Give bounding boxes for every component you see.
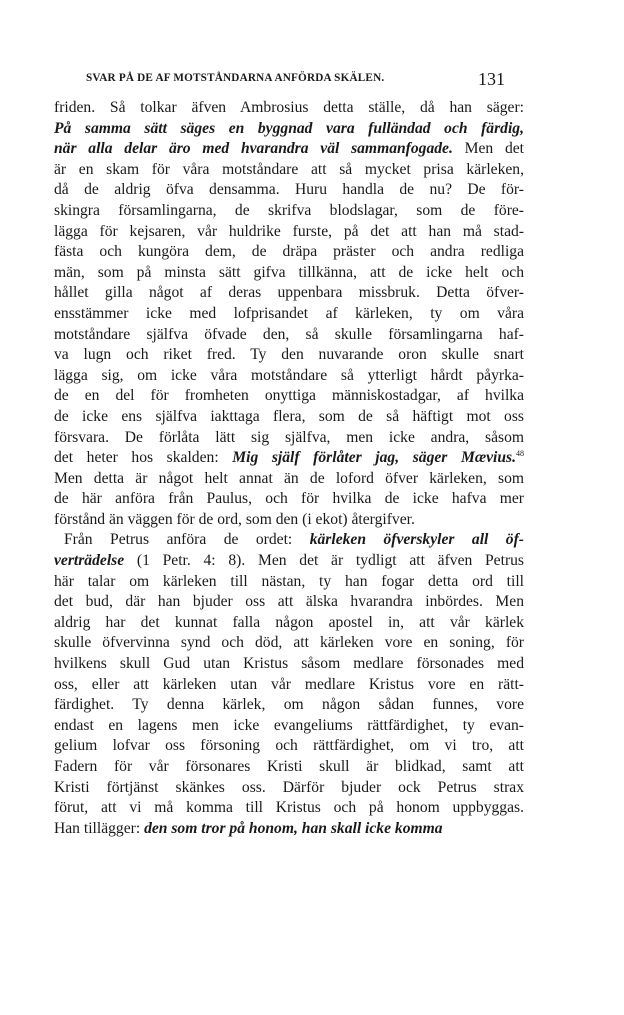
text-segment: Fadern för vår försonares Kristi skull är blidkad, samt att	[54, 758, 524, 775]
text-segment: de här anföra från Paulus, och för hvilka de icke hafva mer	[54, 490, 524, 508]
text-line	[54, 675, 524, 696]
text-segment: gelium lofvar oss försoning och rättfärdighet, om vi tro, att	[54, 737, 524, 755]
text-line	[54, 304, 524, 325]
text-line	[54, 819, 524, 840]
text-line	[54, 366, 524, 387]
text-line	[54, 160, 524, 181]
text-segment: försvara. De förlåta lätt sig själfva, men icke andra, såsom	[54, 428, 524, 446]
text-line	[54, 489, 524, 510]
text-segment: de icke ens själfva iakttaga flera, som de så häftigt mot oss	[54, 407, 524, 425]
text-line	[54, 798, 524, 819]
text-segment: skulle öfvervinna synd och död, att kärleken vore en soning, för	[54, 634, 524, 652]
text-line	[54, 695, 524, 716]
text-line	[54, 98, 524, 119]
text-segment: här talar om kärleken till nästan, ty han fogar detta ord till	[54, 572, 524, 590]
text-line	[54, 778, 524, 799]
text-segment: oss, eller att kärleken utan vår medlare Kristus vore en rätt-	[54, 675, 524, 693]
emphasized-text: verträdelse	[54, 552, 125, 570]
text-segment: de en del för fromheten onyttiga människostadgar, af hvilka	[54, 387, 524, 405]
emphasized-text: när alla delar äro med hvarandra väl sammanfogade.	[54, 140, 453, 158]
page-number: 131	[478, 69, 505, 89]
text-segment: va lugn och riket fred. Ty den nuvarande oron skulle snart	[54, 346, 524, 364]
text-segment: då de aldrig öfva densamma. Huru handla de nu? De för-	[54, 181, 524, 199]
text-line	[54, 736, 524, 757]
text-line	[54, 139, 524, 160]
text-segment: Från Petrus anföra de ordet:	[64, 531, 310, 549]
text-line	[54, 654, 524, 675]
text-segment: motståndare själfva öfvade den, så skulle församlingarna haf-	[54, 325, 524, 343]
text-line	[54, 283, 524, 304]
text-line	[54, 325, 524, 346]
emphasized-text: den som tror på honom, han skall icke komma	[144, 819, 443, 837]
text-line	[54, 448, 524, 469]
text-line	[54, 469, 524, 490]
emphasized-text: Mig själf förlåter jag, säger Mævius.	[232, 449, 516, 467]
text-segment: Men det	[452, 140, 524, 158]
text-line	[54, 263, 524, 284]
text-line	[54, 407, 524, 428]
text-segment: fästa och kungöra dem, de dräpa präster och andra redliga	[54, 243, 524, 261]
text-line	[54, 572, 524, 593]
text-segment: endast en lagens men icke evangeliums rättfärdighet, ty evan-	[54, 716, 524, 734]
text-segment: män, som på minsta sätt gifva tillkänna, att de icke helt och	[54, 263, 524, 281]
text-line	[54, 180, 524, 201]
text-segment: friden. Så tolkar äfven Ambrosius detta ställe, då han säger:	[54, 99, 524, 116]
text-line	[54, 119, 524, 140]
text-segment: Kristi förtjänst skänkes oss. Därför bjuder ock Petrus strax	[54, 778, 524, 796]
text-segment: ensstämmer icke med lofprisandet af kärleken, ty om våra	[54, 304, 524, 322]
text-segment: förut, att vi må komma till Kristus och på honom uppbyggas.	[54, 799, 524, 817]
text-line	[54, 222, 524, 243]
text-line	[54, 201, 524, 222]
text-segment: förstånd än väggen för de ord, som den (i ekot) återgifver.	[54, 510, 415, 528]
text-line	[54, 242, 524, 263]
footnote-marker: 48	[516, 448, 524, 458]
text-line	[54, 551, 524, 572]
text-line	[54, 428, 524, 449]
text-segment: Han tillägger:	[54, 819, 145, 837]
text-line	[54, 757, 524, 778]
emphasized-text: På samma sätt säges en byggnad vara fulländad och färdig,	[54, 119, 524, 137]
text-line	[54, 530, 524, 551]
text-line	[54, 613, 524, 634]
text-segment: är en skam för våra motståndare att så mycket prisa kärleken,	[54, 160, 524, 178]
text-segment: lägga för kejsaren, vår huldrike furste, på det att han må stad-	[54, 222, 524, 240]
text-line	[54, 633, 524, 654]
text-segment: (1 Petr. 4: 8). Men det är tydligt att äfven Petrus	[124, 552, 524, 570]
text-line	[54, 510, 524, 531]
text-line	[54, 592, 524, 613]
page-header	[0, 70, 624, 92]
text-segment: skingra församlingarna, de skrifva blodslagar, som de före-	[54, 201, 524, 219]
body-text	[54, 98, 524, 839]
text-segment: hvilkens skull Gud utan Kristus såsom medlare försonades med	[54, 655, 524, 673]
text-segment: Men detta är något helt annat än de loford öfver kärleken, som	[54, 469, 524, 487]
text-segment: färdighet. Ty denna kärlek, om någon sådan funnes, vore	[54, 696, 524, 714]
text-segment: lägga sig, om icke våra motståndare så ytterligt hårdt påyrka-	[54, 366, 524, 384]
text-segment: aldrig har det kunnat falla någon apostel in, att vår kärlek	[54, 613, 524, 631]
running-title: SVAR PÅ DE AF MOTSTÅNDARNA ANFÖRDA SKÄLEN.	[86, 72, 385, 84]
text-segment: hållet gilla något af deras uppenbara missbruk. Detta öfver-	[54, 284, 524, 302]
text-line	[54, 386, 524, 407]
text-line	[54, 716, 524, 737]
text-line	[54, 345, 524, 366]
text-segment: det bud, där han bjuder oss att älska hvarandra inbördes. Men	[54, 593, 524, 611]
emphasized-text: kärleken öfverskyler all öf-	[309, 531, 524, 549]
text-segment: det heter hos skalden:	[54, 449, 233, 467]
